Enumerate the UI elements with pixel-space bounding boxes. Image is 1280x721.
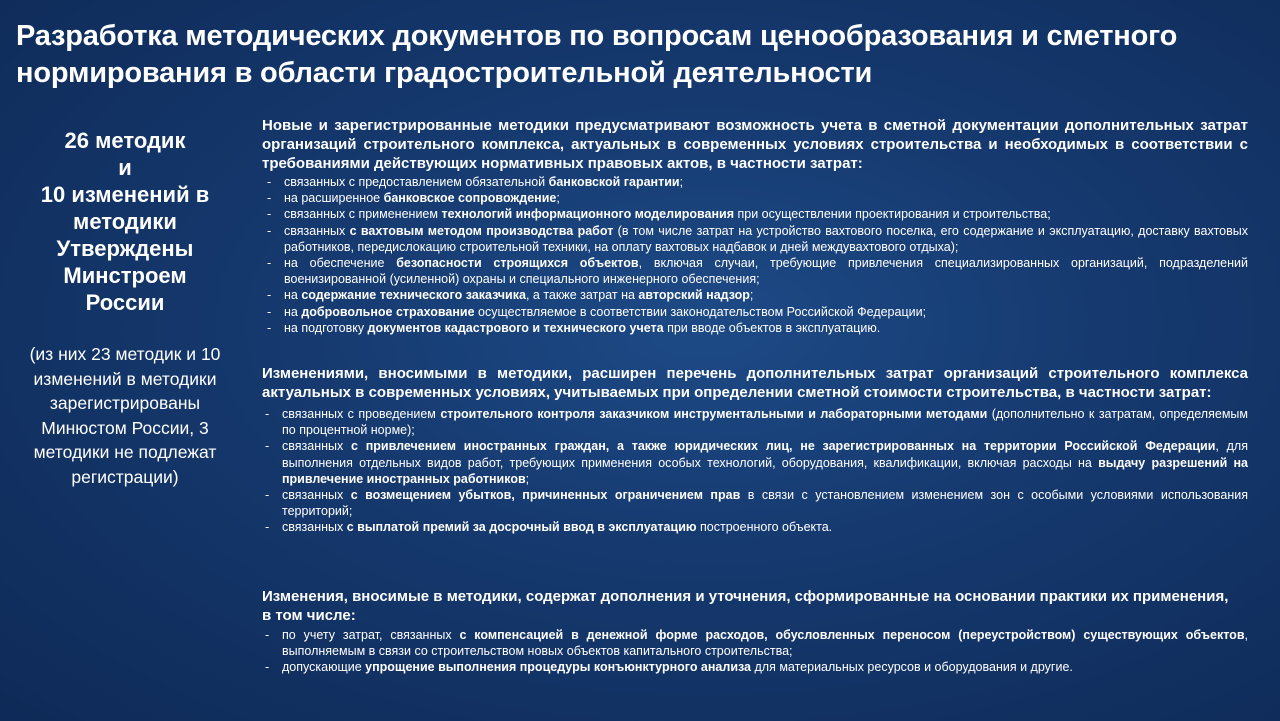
item-text: , включая случаи, требующие привлечения специализированных организаций, подразделений военизированной (усиленной) охраны и специального инженерного обеспечения; — [284, 256, 1248, 287]
item-text: связанных с применением — [284, 207, 442, 222]
list-item — [264, 190, 1248, 206]
item-text: на подготовку — [284, 320, 368, 335]
item-text: по учету затрат, связанных — [282, 628, 460, 642]
emphasis-text: авторский надзор — [638, 288, 750, 303]
section-clarifications — [262, 587, 1248, 676]
item-text: , выполняемым в связи со строительством новых объектов капитального строительства; — [282, 628, 1248, 659]
list-item — [262, 627, 1248, 659]
emphasis-text: технологий информационного моделирования — [441, 207, 735, 222]
item-text: на — [284, 288, 302, 303]
cost-list — [262, 406, 1248, 536]
list-item — [262, 659, 1248, 675]
summary-line: и — [118, 155, 132, 180]
item-text: построенного объекта. — [696, 520, 833, 535]
item-text: осуществляемое в соответствии законодательством Российской Федерации; — [474, 304, 927, 319]
item-text: , для выполнения отдельных видов работ, требующих применения особых технологий, оборудования, квалификации, включая расходы на — [282, 439, 1248, 470]
list-item — [264, 287, 1248, 303]
item-text: при вводе объектов в эксплуатацию. — [663, 320, 881, 335]
item-text: при осуществлении проектирования и строительства; — [734, 207, 1051, 222]
item-text: связанных с предоставлением обязательной — [284, 175, 549, 189]
item-text: связанных с проведением — [282, 407, 441, 421]
list-item — [262, 487, 1248, 519]
emphasis-text: добровольное страхование — [301, 304, 475, 319]
item-text: на обеспечение — [284, 256, 397, 271]
emphasis-text: строительного контроля заказчиком инструментальными и лабораторными методами — [440, 407, 988, 421]
item-text: (в том числе затрат на устройство вахтового поселка, его содержание и эксплуатацию, доставку вахтовых работников, передислокацию строительной техники, на оплату вахтовых надбавок и дней междувахтового отдыха); — [284, 223, 1249, 254]
section-new-methods — [262, 116, 1248, 336]
cost-list — [262, 627, 1248, 676]
emphasis-text: с возмещением убытков, причиненных ограничением прав — [350, 488, 741, 503]
list-item — [264, 174, 1248, 190]
summary-line: 10 изменений в методики — [40, 182, 210, 234]
item-text: на расширенное — [284, 191, 384, 206]
list-item — [264, 304, 1248, 320]
section-lead: Изменения, вносимые в методики, содержат дополнения и уточнения, сформированные на основании практики их применения, — [262, 588, 1229, 605]
item-text: допускающие — [282, 660, 366, 675]
slide-title: Разработка методических документов по вопросам ценообразования и сметного нормирования в области градостроительной деятельности — [16, 20, 1178, 89]
emphasis-text: содержание технического заказчика — [301, 288, 526, 303]
item-text: , а также затрат на — [525, 288, 639, 303]
item-text: для материальных ресурсов и оборудования и другие. — [751, 660, 1073, 675]
item-text: связанных — [284, 223, 350, 238]
item-text: (дополнительно к затратам, определяемым по процентной норме); — [282, 407, 1248, 438]
summary-block — [22, 127, 228, 316]
emphasis-text: выдачу разрешений на привлечение иностранных работников — [282, 455, 1249, 486]
list-item — [264, 255, 1248, 287]
registration-note: (из них 23 методик и 10 изменений в методики зарегистрированы Минюстом России, 3 методики не подлежат регистрации) — [29, 344, 221, 487]
item-text: ; — [679, 175, 684, 189]
item-text: в связи с установлением изменением зон с особыми условиями использования территорий; — [282, 488, 1248, 519]
emphasis-text: с привлечением иностранных граждан, а также юридических лиц, не зарегистрированных на территории Российской Федерации — [351, 439, 1216, 454]
emphasis-text: с вахтовым методом производства работ — [349, 223, 614, 238]
emphasis-text: документов кадастрового и технического учета — [367, 320, 664, 335]
cost-list — [262, 174, 1248, 336]
list-item — [262, 406, 1248, 438]
emphasis-text: с компенсацией в денежной форме расходов, обусловленных переносом (переустройством) существующих объектов — [459, 628, 1245, 642]
item-text: связанных — [282, 439, 352, 454]
section-lead: Изменениями, вносимыми в методики, расширен перечень дополнительных затрат организаций строительного комплекса актуальных в современных условиях, учитываемых при определении сметной стоимости строительства, в частности затрат: — [262, 365, 1248, 401]
item-text: ; — [525, 471, 530, 486]
item-text: связанных — [282, 520, 347, 535]
item-text: ; — [556, 191, 560, 206]
item-text: связанных — [282, 488, 351, 503]
section-lead: Новые и зарегистрированные методики предусматривают возможность учета в сметной документации дополнительных затрат организаций строительного комплекса, актуальных в современных условиях строительства и необходимых в соответствии с требованиями действующих нормативных правовых актов, в частности затрат: — [262, 117, 1248, 172]
summary-line: 26 методик — [64, 128, 186, 153]
emphasis-text: банковской гарантии — [548, 175, 680, 189]
list-item — [264, 223, 1248, 255]
list-item — [264, 320, 1248, 336]
emphasis-text: с выплатой премий за досрочный ввод в эксплуатацию — [346, 520, 697, 535]
emphasis-text: упрощение выполнения процедуры конъюнктурного анализа — [365, 660, 752, 675]
list-item — [262, 438, 1248, 487]
section-amendments — [262, 364, 1248, 536]
item-text: на — [284, 304, 302, 319]
list-item — [264, 206, 1248, 222]
emphasis-text: безопасности строящихся объектов — [396, 256, 639, 271]
emphasis-text: банковское сопровождение — [383, 191, 557, 206]
section-lead-continued: в том числе: — [262, 607, 356, 624]
list-item — [262, 519, 1248, 535]
summary-line: Утверждены Минстроем России — [56, 236, 194, 315]
item-text: ; — [749, 288, 754, 303]
